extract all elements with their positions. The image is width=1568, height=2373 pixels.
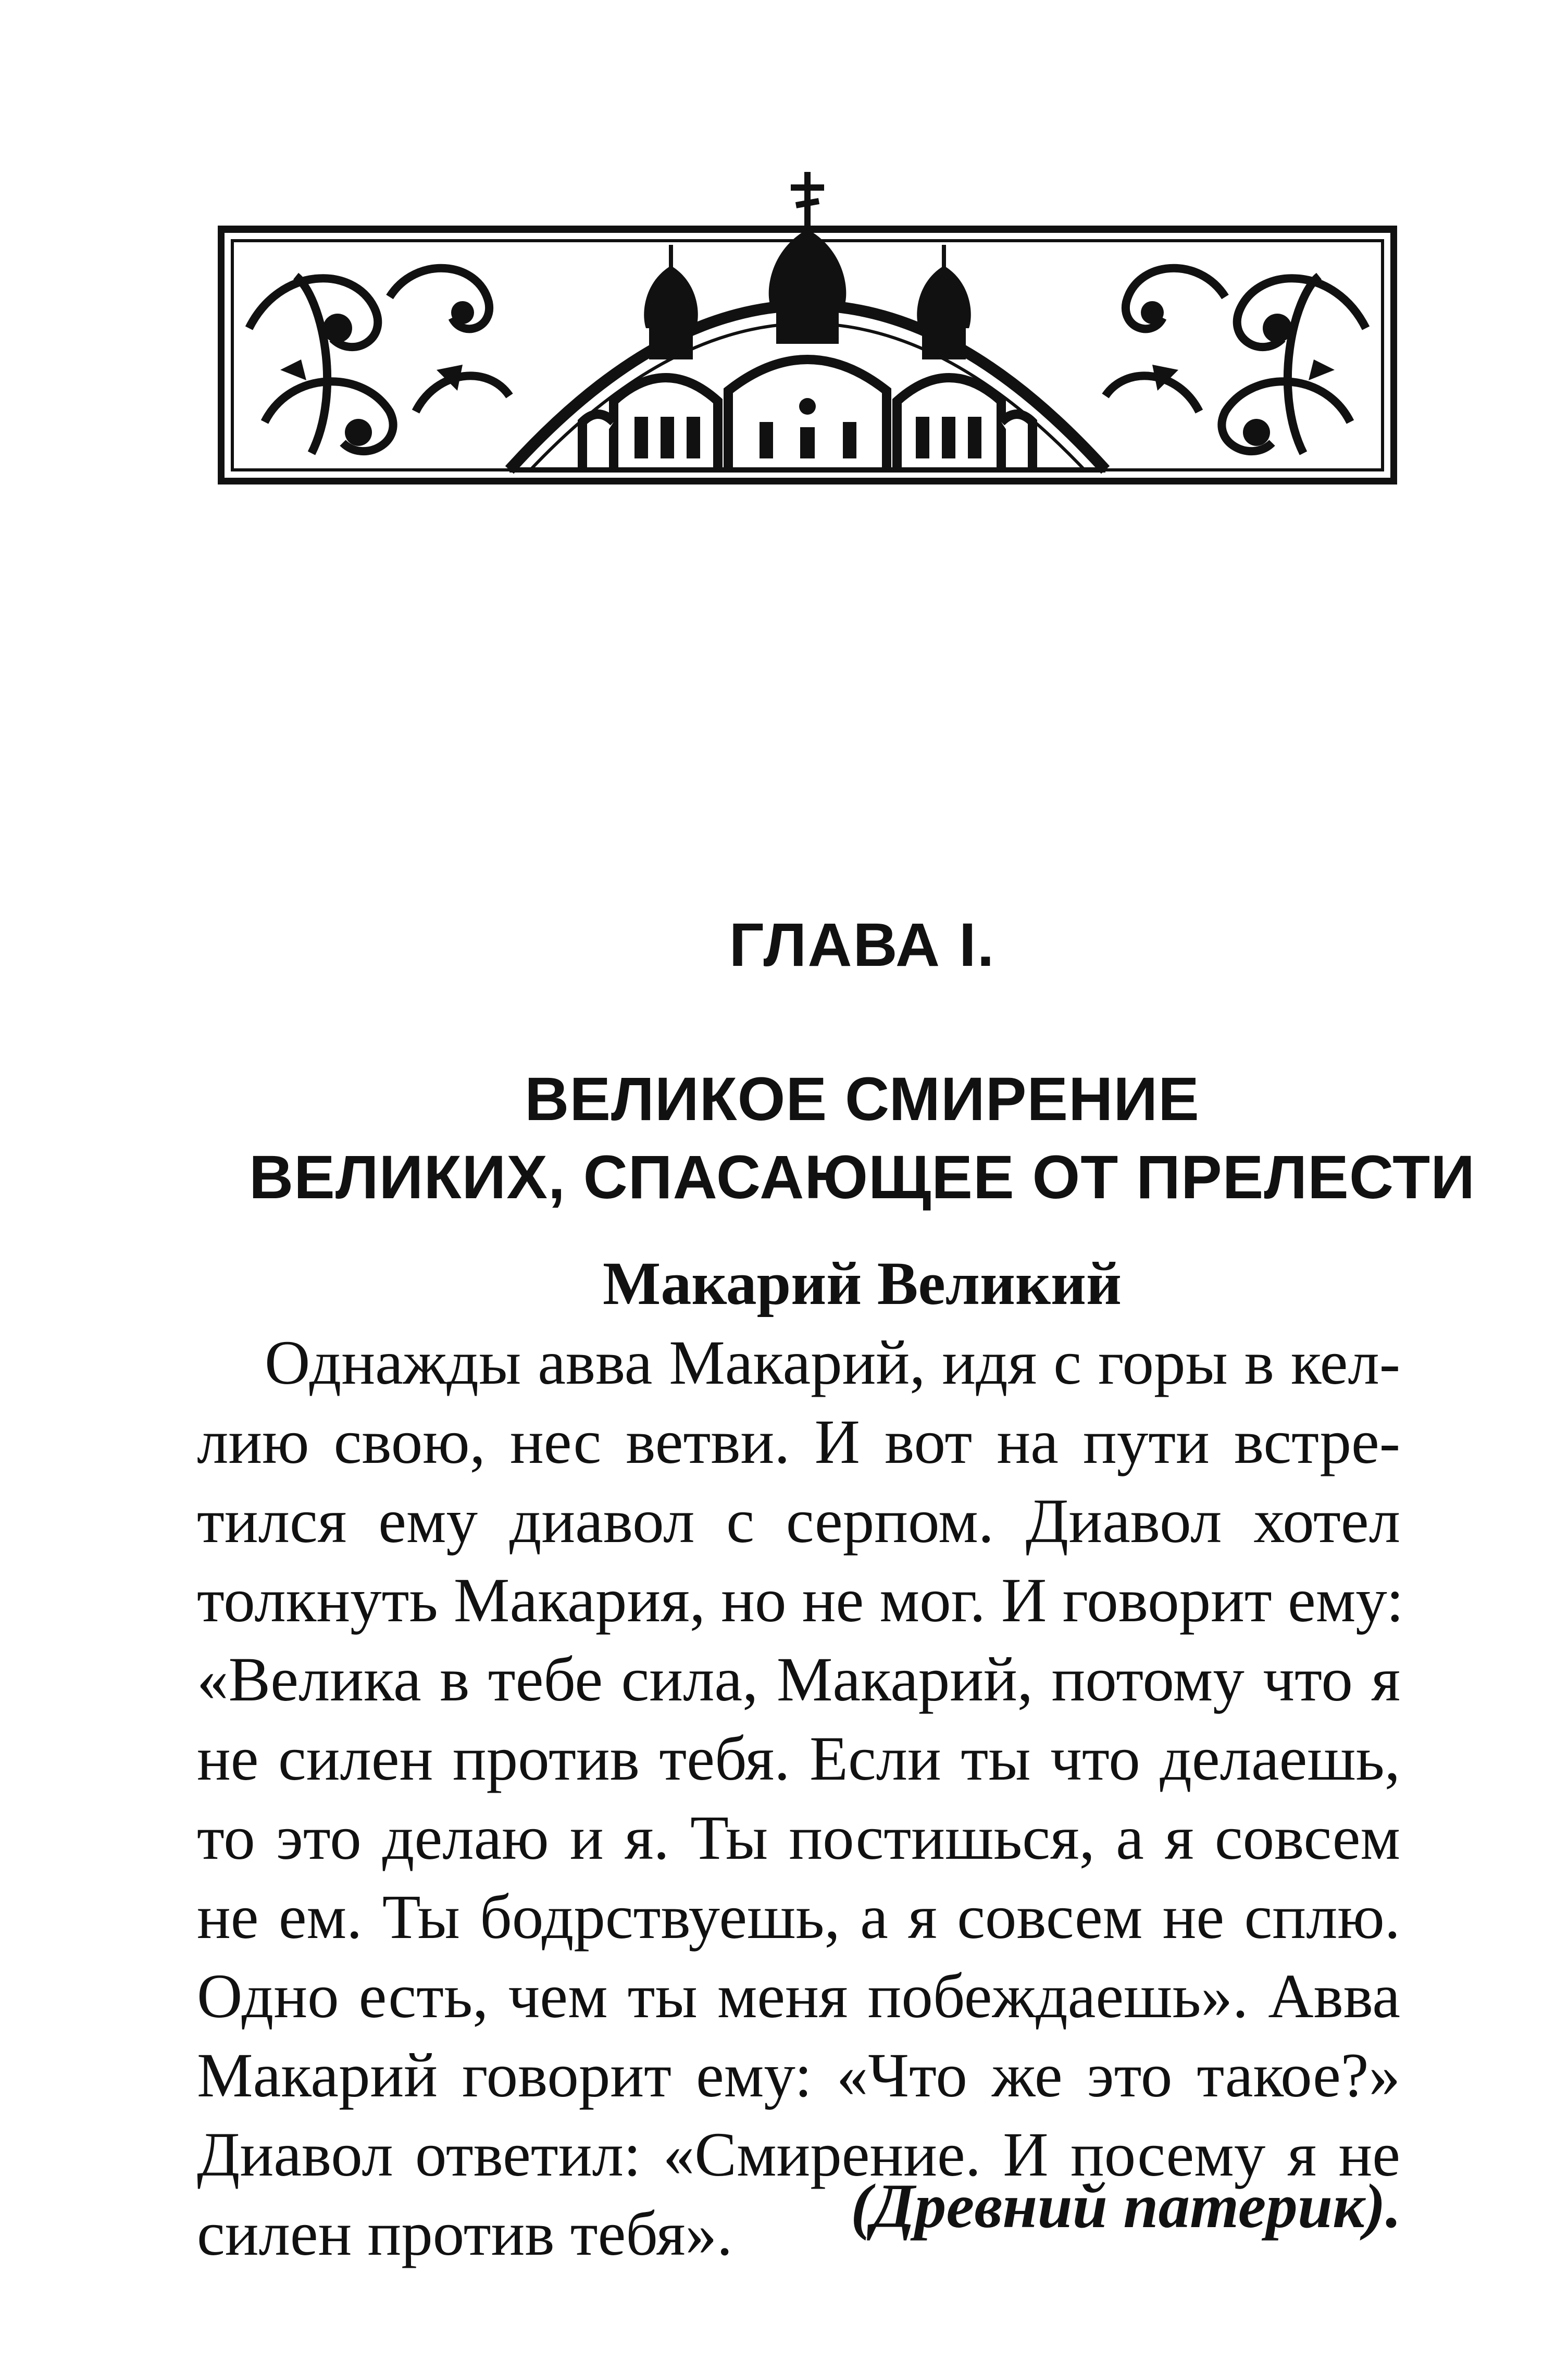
body-paragraph <box>197 1323 1404 2273</box>
body-line: Диавол ответил: «Смирение. И посему я не <box>197 2120 1400 2190</box>
body-line: Одно есть, чем ты меня побеждаешь». Авва <box>197 1961 1400 2031</box>
body-line: то это делаю и я. Ты постишься, а я совсем <box>197 1803 1400 1873</box>
body-line: толкнуть Макария, но не мог. И говорит ему: <box>197 1566 1404 1635</box>
body-line: «Велика в тебе сила, Макарий, потому что я <box>197 1645 1400 1714</box>
body-line: тился ему диавол с серпом. Диавол хотел <box>197 1486 1400 1556</box>
body-line: силен против тебя». <box>197 2199 733 2269</box>
body-line: не ем. Ты бодрствуешь, а я совсем не сплю. <box>197 1882 1400 1952</box>
source-attribution: (Древний патерик). <box>851 2171 1401 2241</box>
body-line: Однажды авва Макарий, идя с горы в кел- <box>265 1328 1400 1398</box>
chapter-title-line: ВЕЛИКИХ, СПАСАЮЩЕЕ ОТ ПРЕЛЕСТИ <box>248 1143 1476 1212</box>
church-domes-ornament-icon <box>218 172 1397 484</box>
chapter-title <box>0 1060 1568 1216</box>
section-heading: Макарий Великий <box>603 1249 1122 1318</box>
body-line: не силен против тебя. Если ты что делаешь, <box>197 1724 1400 1794</box>
body-line: лию свою, нес ветви. И вот на пути встре- <box>197 1407 1400 1477</box>
chapter-title-line: ВЕЛИКОЕ СМИРЕНИЕ <box>525 1065 1200 1134</box>
body-line: Макарий говорит ему: «Что же это такое?» <box>197 2041 1400 2110</box>
chapter-label: ГЛАВА I. <box>729 911 995 979</box>
